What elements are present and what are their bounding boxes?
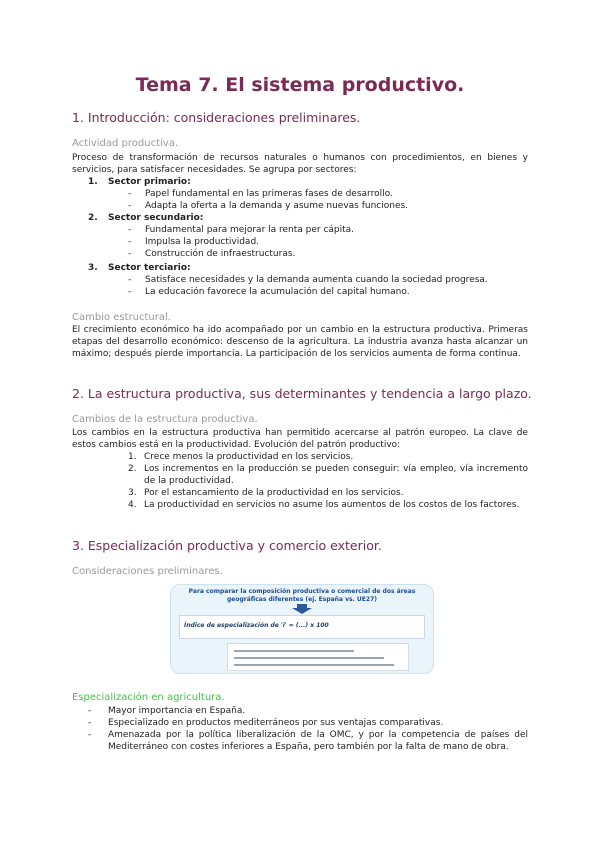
figure-title: Para comparar la composición productiva o comercial de dos áreas geográficas diferentes (ej. España vs. UE27) — [188, 588, 416, 603]
list-item: - Mayor importancia en España. — [88, 706, 246, 716]
list-item: Papel fundamental en las primeras fases de desarrollo. — [145, 189, 393, 199]
cambios-heading: Cambios de la estructura productiva. — [72, 414, 258, 425]
list-item: Satisface necesidades y la demanda aumenta cuando la sociedad progresa. — [145, 275, 488, 285]
actividad-heading: Actividad productiva. — [72, 138, 179, 149]
section-2-heading: 2. La estructura productiva, sus determinantes y tendencia a largo plazo. — [72, 386, 532, 401]
list-item: Impulsa la productividad. — [145, 237, 260, 247]
list-item: - Especializado en productos mediterráneos por sus ventajas comparativas. — [88, 718, 444, 728]
consideraciones-heading: Consideraciones preliminares. — [72, 566, 223, 577]
bullet-dash: - — [128, 201, 132, 211]
sector-primario: 1. Sector primario: — [88, 177, 191, 187]
section-1-heading: 1. Introducción: consideraciones preliminares. — [72, 110, 361, 125]
list-item: La educación favorece la acumulación del capital humano. — [145, 287, 410, 297]
bullet-dash: - — [128, 275, 132, 285]
actividad-paragraph: Proceso de transformación de recursos naturales o humanos con procedimientos, en bienes y servicios, para satisfacer necesidades. Se agrupa por sectores: — [72, 153, 528, 175]
list-item: 2. Los incrementos en la producción se pueden conseguir: vía empleo, vía incremento de la productividad. — [128, 464, 528, 486]
bullet-dash: - — [128, 237, 132, 247]
formula-text: Índice de especialización de 'i' = (...) x 100 — [184, 622, 329, 629]
list-item: Fundamental para mejorar la renta per cápita. — [145, 225, 355, 235]
list-item: Construcción de infraestructuras. — [145, 249, 296, 259]
list-item: 1. Crece menos la productividad en los servicios. — [128, 452, 354, 462]
list-item: - Amenazada por la política liberalización de la OMC, y por la competencia de países del Mediterráneo con costes inferiores a España, pero también por la falta de mano de obra. — [88, 730, 528, 752]
list-item: 4. La productividad en servicios no asume los aumentos de los costos de los factores. — [128, 500, 520, 510]
cambio-heading: Cambio estructural. — [72, 312, 171, 323]
list-item: 3. Por el estancamiento de la productividad en los servicios. — [128, 488, 404, 498]
cambio-paragraph: El crecimiento económico ha ido acompañado por un cambio en la estructura productiva. Primeras etapas del desarrollo económico: descenso de la agricultura. La industria avanza hasta alcanzar un máximo; después pierde importancia. La participación de los servicios aumenta de forma continua. — [72, 325, 528, 359]
list-item: Adapta la oferta a la demanda y asume nuevas funciones. — [145, 201, 409, 211]
agricultura-heading: Especialización en agricultura. — [72, 692, 225, 703]
index-formula — [179, 615, 425, 639]
arrow-down-icon — [292, 604, 312, 614]
specialization-index-figure — [170, 584, 434, 674]
bullet-dash: - — [128, 249, 132, 259]
bullet-dash: - — [128, 189, 132, 199]
page-title: Tema 7. El sistema productivo. — [135, 74, 465, 96]
sector-terciario: 3. Sector terciario: — [88, 263, 191, 273]
bullet-dash: - — [128, 287, 132, 297]
sector-secundario: 2. Sector secundario: — [88, 213, 204, 223]
cambios-paragraph: Los cambios en la estructura productiva han permitido acercarse al patrón europeo. La clave de estos cambios está en la productividad. Evolución del patrón productivo: — [72, 428, 528, 450]
bullet-dash: - — [128, 225, 132, 235]
formula-notes — [227, 643, 409, 671]
section-3-heading: 3. Especialización productiva y comercio exterior. — [72, 538, 382, 553]
